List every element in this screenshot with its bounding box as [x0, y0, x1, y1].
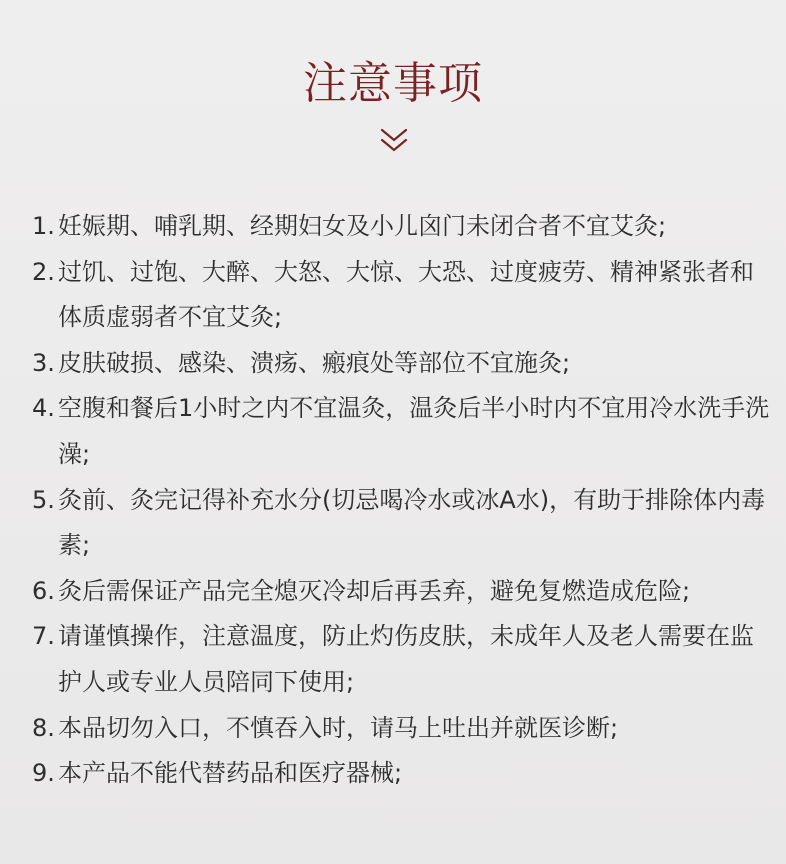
- item-text: 请谨慎操作，注意温度，防止灼伤皮肤，未成年人及老人需要在监护人或专业人员陪同下使用;: [58, 622, 754, 696]
- item-text: 本产品不能代替药品和医疗器械;: [58, 759, 403, 788]
- item-number: 8.: [32, 713, 55, 742]
- item-text: 过饥、过饱、大醉、大怒、大惊、大恐、过度疲劳、精神紧张者和体质虚弱者不宜艾灸;: [58, 257, 754, 332]
- list-item: [32, 204, 772, 250]
- item-text: 灸后需保证产品完全熄灭冷却后再丢弃，避免复燃造成危险;: [58, 576, 691, 605]
- item-number: 4.: [32, 394, 55, 423]
- list-item: [32, 478, 772, 569]
- item-number: 6.: [32, 576, 55, 605]
- item-number: 5.: [32, 485, 55, 514]
- list-item: [32, 250, 772, 341]
- list-item: [32, 569, 772, 615]
- item-text: 本品切勿入口，不慎吞入时，请马上吐出并就医诊断;: [58, 713, 619, 742]
- list-item: [32, 706, 772, 752]
- list-item: [32, 614, 772, 705]
- list-item: [32, 341, 772, 387]
- list-item: [32, 751, 772, 797]
- item-text: 空腹和餐后1小时之内不宜温灸，温灸后半小时内不宜用冷水洗手洗澡;: [58, 394, 770, 468]
- item-text: 皮肤破损、感染、溃疡、瘢痕处等部位不宜施灸;: [58, 348, 571, 377]
- item-number: 2.: [32, 257, 55, 286]
- list-item: [32, 386, 772, 477]
- page-title: 注意事项: [303, 58, 483, 109]
- item-number: 9.: [32, 759, 55, 788]
- precautions-list: [32, 204, 772, 797]
- double-chevron-down-icon: [378, 126, 410, 156]
- item-text: 灸前、灸完记得补充水分(切忌喝冷水或冰A水)，有助于排除体内毒素;: [58, 485, 766, 560]
- item-number: 7.: [32, 622, 55, 651]
- item-number: 1.: [32, 212, 55, 240]
- item-text: 妊娠期、哺乳期、经期妇女及小儿囟门未闭合者不宜艾灸;: [58, 212, 667, 240]
- item-number: 3.: [32, 348, 55, 377]
